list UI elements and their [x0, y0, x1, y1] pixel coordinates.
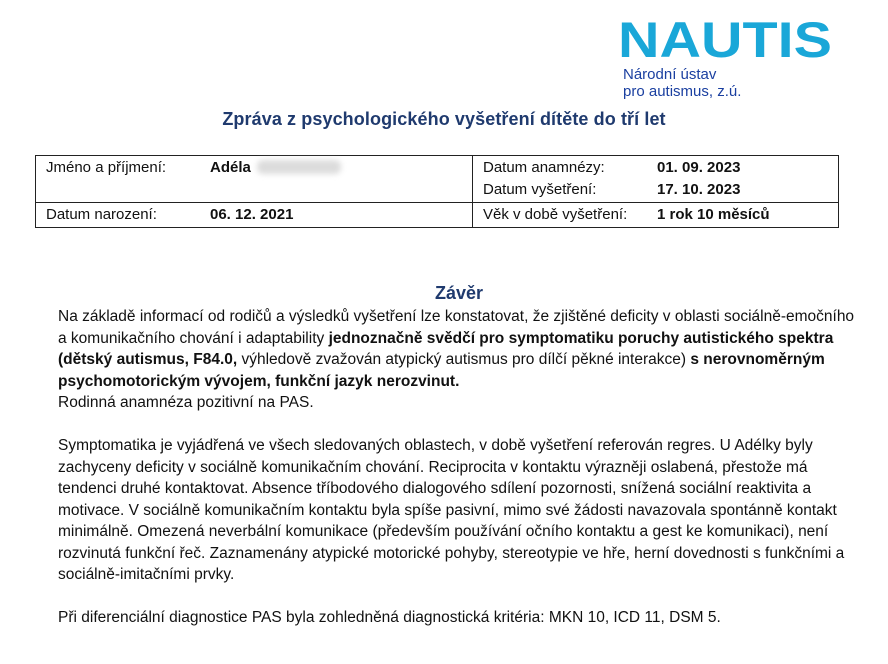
anamnesis-date-label: Datum anamnézy:: [483, 159, 605, 176]
conclusion-paragraph-3: Při diferenciální diagnostice PAS byla zohledněná diagnostická kritéria: MKN 10, ICD 11, DSM 5.: [58, 609, 721, 626]
conclusion-heading: Závěr: [434, 283, 484, 303]
exam-date-value: 17. 10. 2023: [657, 181, 741, 198]
conclusion-paragraph-2: Symptomatika je vyjádřená ve všech sledovaných oblastech, v době vyšetření referován regres. U Adélky byly zachyceny deficity v sociálně komunikačním chování. Reciprocita v kontaktu výrazněji oslabená, přestože má tendenci druhé kontaktovat. Absence tříbodového dialogového sdílení pozornosti, snížená sociální reaktivita a motivace. V sociálně komunikačním kontaktu byla spíše pasivní, mimo své žádosti navazovala spontánně kontakt minimálně. Omezená neverbální komunikace (především používání očního kontaktu a gest ke komunikaci), není rozvinutá funkční řeč. Zaznamenány atypické motorické pohyby, stereotypie ve hře, herní dovednosti s funkčními a sociálně-imitačními prvky.: [58, 437, 845, 583]
name-value: Adéla: [210, 158, 341, 178]
birth-date-cell: [36, 203, 473, 228]
age-value: 1 rok 10 měsíců: [657, 206, 770, 223]
patient-info-table: [35, 155, 839, 228]
name-label: Jméno a příjmení:: [46, 159, 167, 176]
logo-subtitle-line2: pro autismus, z.ú.: [623, 83, 742, 100]
name-cell: [36, 156, 473, 203]
dates-cell: [473, 156, 839, 203]
family-history-line: Rodinná anamnéza pozitivní na PAS.: [58, 394, 314, 411]
logo-subtitle: [618, 66, 848, 100]
age-cell: [473, 203, 839, 228]
svg-text:NAUTIS: NAUTIS: [618, 14, 832, 64]
conclusion-body: [58, 306, 858, 629]
exam-date-label: Datum vyšetření:: [483, 181, 597, 198]
age-label: Věk v době vyšetření:: [483, 206, 628, 223]
birth-date-value: 06. 12. 2021: [210, 206, 294, 223]
logo-subtitle-line1: Národní ústav: [623, 66, 717, 83]
redacted-surname: [257, 160, 341, 174]
nautis-wordmark: [618, 14, 834, 64]
document-title: Zpráva z psychologického vyšetření dítěte do tří let: [222, 109, 666, 129]
birth-date-label: Datum narození:: [46, 206, 157, 223]
anamnesis-date-value: 01. 09. 2023: [657, 159, 741, 176]
conclusion-paragraph-1: Na základě informací od rodičů a výsledků vyšetření lze konstatovat, že zjištěné deficity v oblasti sociálně-emočního a komunikačního chování i adaptability jednoznačně svědčí pro symptomatiku poruchy autistického spektra (dětský autismus, F84.0, výhledově zvažován atypický autismus pro dílčí pěkné interakce) s nerovnoměrným psychomotorickým vývojem, funkční jazyk nerozvinut.: [58, 308, 855, 390]
nautis-logo: [618, 14, 848, 100]
